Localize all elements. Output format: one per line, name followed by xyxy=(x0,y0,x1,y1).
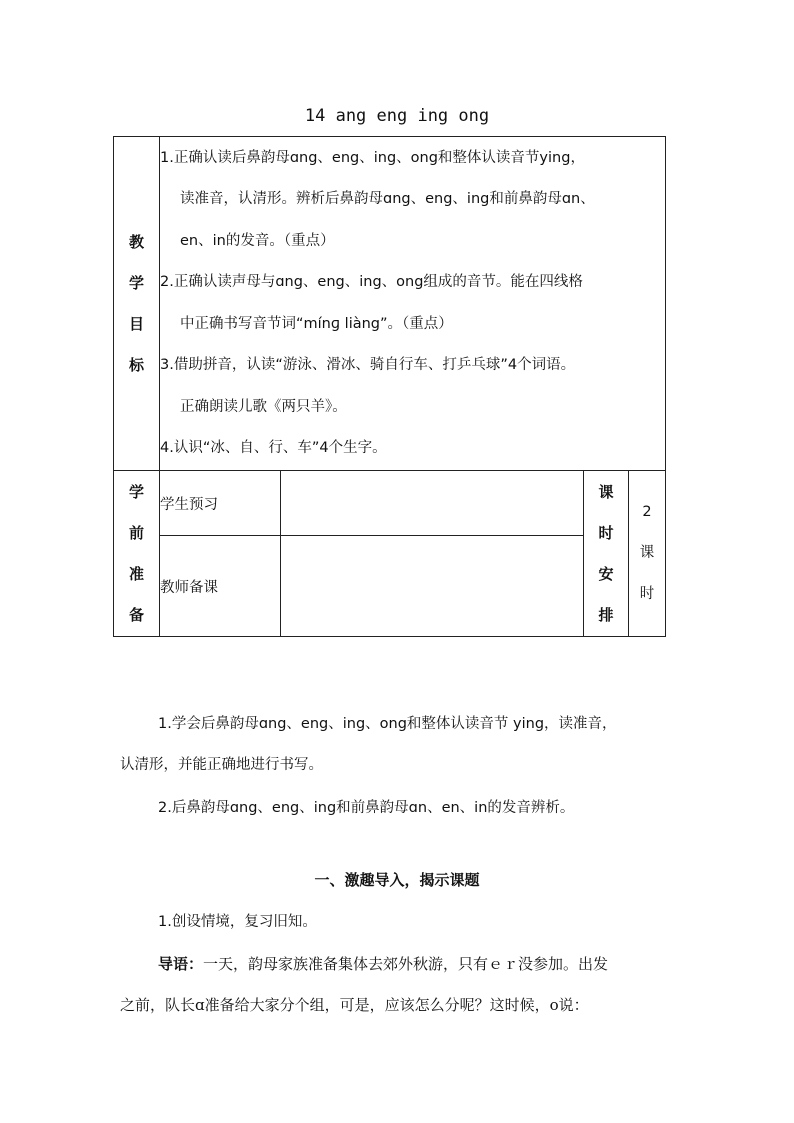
intro-text-line2: 之前，队长ɑ准备给大家分个组，可是，应该怎么分呢？这时候，o说： xyxy=(120,996,589,1014)
student-prep-cell xyxy=(281,471,584,536)
goals-header: 教 学 目 标 xyxy=(114,137,160,471)
page-title: 14 ang eng ing ong xyxy=(304,106,490,126)
teacher-prep-cell xyxy=(281,536,584,637)
intro-label: 导语： xyxy=(158,955,204,973)
goal-line: en、in的发音。（重点） xyxy=(180,232,335,249)
step-text: 1.创设情境，复习旧知。 xyxy=(158,914,317,930)
teacher-prep-label: 教师备课 xyxy=(160,536,281,637)
intro-paragraph xyxy=(158,953,608,974)
goal-line: 4.认识“冰、自、行、车”4个生字。 xyxy=(160,440,387,456)
goal-line: 正确朗读儿歌《两只羊》。 xyxy=(180,398,347,415)
goal-line: 1.正确认读后鼻韵母ɑng、eng、ing、ong和整体认读音节ying， xyxy=(160,149,585,166)
student-prep-label: 学生预习 xyxy=(160,471,281,536)
prep-header: 学 前 准 备 xyxy=(114,471,160,637)
lesson-plan-table xyxy=(113,136,666,637)
goal-line: 2.正确认读声母与ɑng、eng、ing、ong组成的音节。能在四线格 xyxy=(160,274,583,290)
goal-line: 3.借助拼音，认读“游泳、滑冰、骑自行车、打乒乓球”4个词语。 xyxy=(160,357,576,373)
key-point-line: 2.后鼻韵母ɑng、eng、ing和前鼻韵母ɑn、en、in的发音辨析。 xyxy=(158,800,575,816)
period-value: 2 课 时 xyxy=(629,471,666,637)
section-heading: 一、激趣导入，揭示课题 xyxy=(314,871,480,889)
goal-line: 中正确书写音节词“mínɡ liàng”。（重点） xyxy=(180,315,453,332)
period-header: 课 时 安 排 xyxy=(584,471,629,637)
goals-content xyxy=(160,137,666,471)
goal-line: 读准音，认清形。辨析后鼻韵母ɑng、eng、ing和前鼻韵母ɑn、 xyxy=(180,191,595,207)
key-point-line: 认清形，并能正确地进行书写。 xyxy=(120,757,323,773)
key-point-line: 1.学会后鼻韵母ɑng、eng、ing、ong和整体认读音节 ying，读准音， xyxy=(158,716,617,732)
intro-text: 一天，韵母家族准备集体去郊外秋游，只有ｅｒ没参加。出发 xyxy=(203,955,609,973)
